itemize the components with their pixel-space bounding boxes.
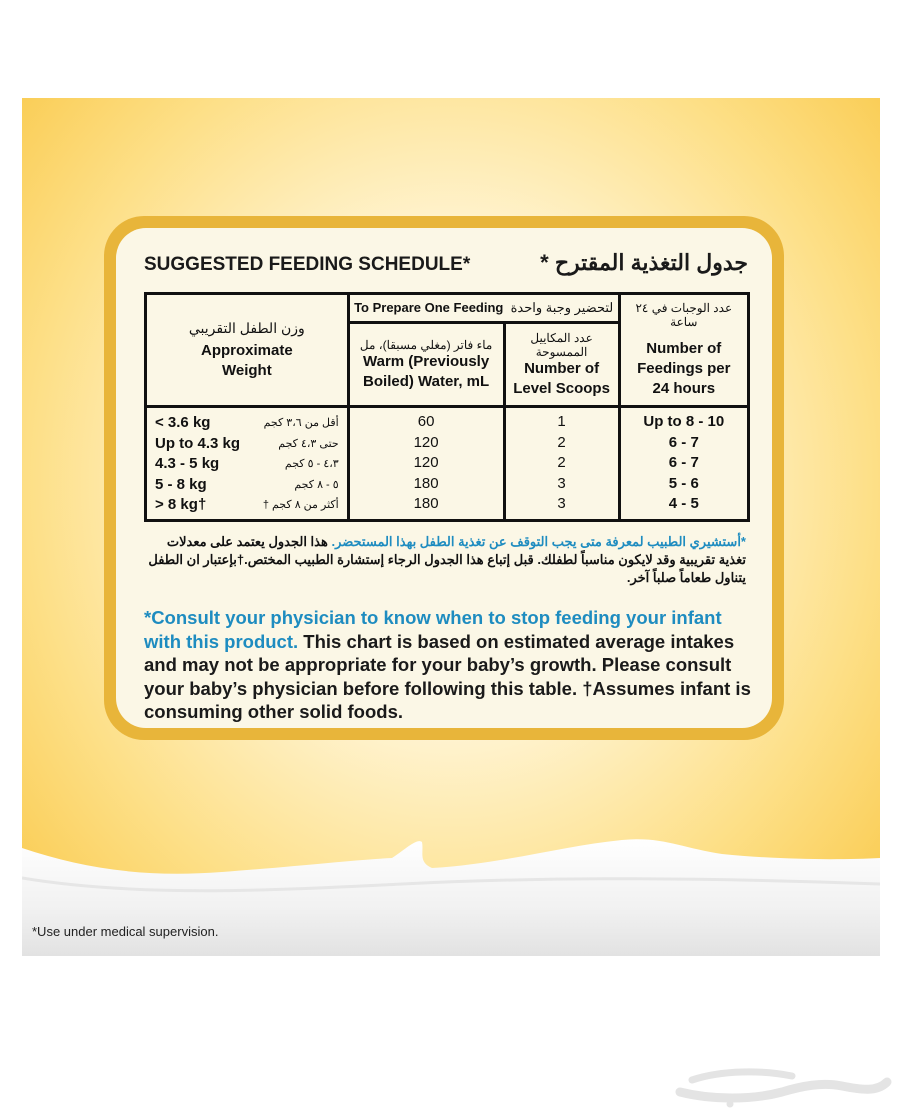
weight-header-en: Approximate Weight: [201, 341, 293, 379]
feedings-value: 6 - 7: [668, 433, 699, 451]
feedings-header-en: Number of Feedings per 24 hours: [637, 340, 731, 397]
scoops-column: [504, 407, 619, 521]
table-row: [155, 494, 339, 515]
water-column: [348, 407, 504, 521]
english-disclaimer-body: This chart is based on estimated average intakes and may not be appropriate for your baby’s growth. Please consult your baby’s physician before following this table. †Assumes infant is consuming other solid foods.: [144, 630, 751, 722]
table-row: [155, 453, 339, 474]
scoops-value: 3: [557, 495, 566, 513]
table-row: [155, 412, 339, 433]
water-header: [348, 323, 504, 407]
water-value: 180: [413, 495, 439, 513]
weight-value: Up to 4.3 kg: [155, 434, 241, 452]
feedings-value: Up to 8 - 10: [643, 413, 725, 431]
weight-value-ar: ٤،٣ - ٥ كجم: [284, 458, 339, 470]
scoops-header-ar: عدد المكاييل الممسوحة: [530, 330, 593, 359]
weight-value: < 3.6 kg: [155, 414, 211, 431]
water-value: 60: [417, 413, 435, 431]
weight-value-ar: أقل من ٣،٦ كجم: [263, 417, 339, 429]
weight-column: [146, 407, 349, 521]
arabic-disclaimer: [144, 533, 746, 587]
scoops-header-en: Number of Level Scoops: [513, 359, 610, 397]
weight-value-ar: ٥ - ٨ كجم: [294, 478, 339, 491]
feedings-value: 4 - 5: [668, 495, 699, 513]
scoops-value: 1: [557, 413, 566, 431]
english-disclaimer: [144, 606, 752, 724]
feeding-schedule-card: [116, 228, 772, 728]
scoops-value: 3: [557, 474, 566, 492]
feedings-value: 6 - 7: [668, 454, 699, 472]
water-value: 120: [413, 433, 439, 451]
feedings-header: [619, 294, 748, 407]
table-row: [155, 474, 339, 495]
title-en: SUGGESTED FEEDING SCHEDULE*: [144, 254, 471, 275]
water-header-en: Warm (Previously Boiled) Water, mL: [363, 352, 490, 390]
weight-value: 5 - 8 kg: [155, 475, 207, 493]
scoops-value: 2: [557, 433, 566, 451]
weight-value: 4.3 - 5 kg: [155, 455, 220, 472]
weight-value-ar: أكثر من ٨ كجم †: [262, 499, 339, 511]
feedings-column: [619, 407, 748, 521]
weight-header: [146, 294, 349, 407]
feedings-header-ar: عدد الوجبات في ٢٤ ساعة: [635, 301, 733, 329]
prepare-header: [348, 294, 619, 323]
haraj-watermark-logo: [672, 1052, 894, 1108]
arabic-disclaimer-highlight: *أستشيري الطبيب لمعرفة متى يجب التوقف عن تغذية الطفل بهذا المستحضر.: [331, 534, 746, 549]
footnote: *Use under medical supervision.: [32, 924, 219, 939]
scoops-header: [504, 323, 619, 407]
prepare-header-en: To Prepare One Feeding: [354, 300, 504, 315]
arabic-disclaimer-body: هذا الجدول يعتمد على معدلات تغذية تقريبية وقد لايكون مناسباً لطفلك. قبل إتباع هذا الجدول الرجاء إستشارة الطبيب المختص.†بإعتبار ان الطفل يتناول طعاماً صلباً آخر.: [148, 534, 746, 585]
feeding-table: [144, 292, 750, 522]
water-value: 180: [413, 474, 439, 492]
title-ar: جدول التغذية المقترح *: [540, 250, 748, 275]
scoops-value: 2: [557, 454, 566, 472]
weight-value-ar: حتى ٤،٣ كجم: [278, 437, 339, 450]
prepare-header-ar: لتحضير وجبة واحدة: [510, 300, 614, 315]
water-value: 120: [413, 454, 439, 472]
weight-value: > 8 kg†: [155, 496, 207, 513]
water-header-ar: ماء فاتر (مغلي مسبقا)، مل: [359, 337, 493, 352]
feedings-value: 5 - 6: [668, 474, 699, 492]
english-disclaimer-highlight: *Consult your physician to know when to stop feeding your infant with this product.: [144, 607, 722, 652]
table-row: [155, 433, 339, 454]
product-panel: [22, 98, 880, 956]
weight-header-ar: وزن الطفل التقريبي: [188, 319, 305, 336]
